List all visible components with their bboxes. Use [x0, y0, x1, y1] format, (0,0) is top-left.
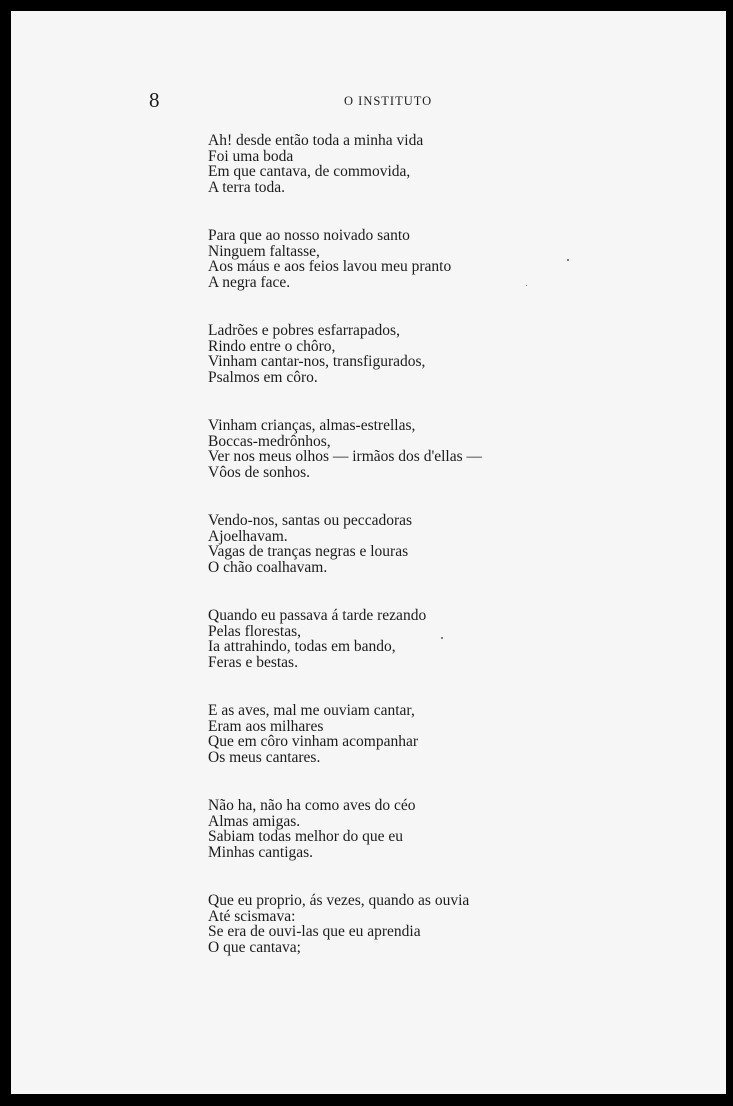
- verse-line: Vendo-nos, santas ou peccadoras: [208, 512, 413, 529]
- page-number: 8: [149, 88, 160, 112]
- page-sheet: [11, 11, 726, 1094]
- verse-line: Foi uma boda: [208, 147, 294, 165]
- running-title: O INSTITUTO: [344, 94, 433, 108]
- verse-line: E as aves, mal me ouviam cantar,: [208, 702, 415, 719]
- verse-line: Pelas florestas,: [208, 622, 301, 640]
- verse-line: Que eu proprio, ás vezes, quando as ouvia: [208, 892, 470, 909]
- verse-line: Sabiam todas melhor do que eu: [208, 828, 403, 845]
- verse-line: Psalmos em côro.: [208, 368, 318, 386]
- poem: [208, 133, 528, 988]
- stanza: [208, 133, 528, 228]
- stanza: [208, 893, 528, 988]
- verse-line: Almas amigas.: [208, 812, 301, 830]
- verse-line: Ladrões e pobres esfarrapados,: [208, 322, 400, 339]
- verse-line: Rindo entre o chôro,: [208, 337, 336, 355]
- verse-line: Quando eu passava á tarde rezando: [208, 607, 427, 624]
- verse-line: Não ha, não ha como aves do céo: [208, 797, 416, 814]
- verse-line: Em que cantava, de commovida,: [208, 163, 411, 180]
- stanza: [208, 323, 528, 418]
- verse-line: Os meus cantares.: [208, 748, 321, 766]
- print-speck: [567, 259, 569, 261]
- verse-line: Boccas-medrônhos,: [208, 432, 331, 450]
- stanza: [208, 703, 528, 798]
- verse-line: O que cantava;: [208, 938, 301, 956]
- verse-line: Ajoelhavam.: [208, 527, 288, 545]
- print-speck: [441, 637, 443, 639]
- stanza: [208, 228, 528, 323]
- verse-line: Até scismava:: [208, 907, 296, 925]
- stanza: [208, 798, 528, 893]
- verse-line: Vinham crianças, almas-estrellas,: [208, 417, 416, 434]
- verse-line: Ver nos meus olhos — irmãos dos d'ellas —: [208, 448, 483, 465]
- stanza: [208, 608, 528, 703]
- verse-line: Vagas de tranças negras e louras: [208, 543, 409, 560]
- verse-line: Eram aos milhares: [208, 717, 324, 735]
- verse-line: Aos máus e aos feios lavou meu pranto: [208, 258, 452, 275]
- verse-line: Vôos de sonhos.: [208, 463, 311, 481]
- verse-line: Se era de ouvi-las que eu aprendia: [208, 923, 421, 940]
- verse-line: Ninguem faltasse,: [208, 242, 320, 260]
- stanza: [208, 418, 528, 513]
- verse-line: Que em côro vinham acompanhar: [208, 733, 419, 750]
- verse-line: A terra toda.: [208, 178, 286, 196]
- verse-line: O chão coalhavam.: [208, 558, 328, 576]
- verse-line: Para que ao nosso noivado santo: [208, 227, 410, 244]
- verse-line: Vinham cantar-nos, transfigurados,: [208, 353, 426, 370]
- print-speck: [526, 285, 527, 286]
- verse-line: Ia attrahindo, todas em bando,: [208, 638, 396, 655]
- verse-line: Feras e bestas.: [208, 653, 298, 671]
- verse-line: Minhas cantigas.: [208, 843, 314, 861]
- verse-line: A negra face.: [208, 273, 291, 291]
- verse-line: Ah! desde então toda a minha vida: [208, 132, 424, 149]
- stanza: [208, 513, 528, 608]
